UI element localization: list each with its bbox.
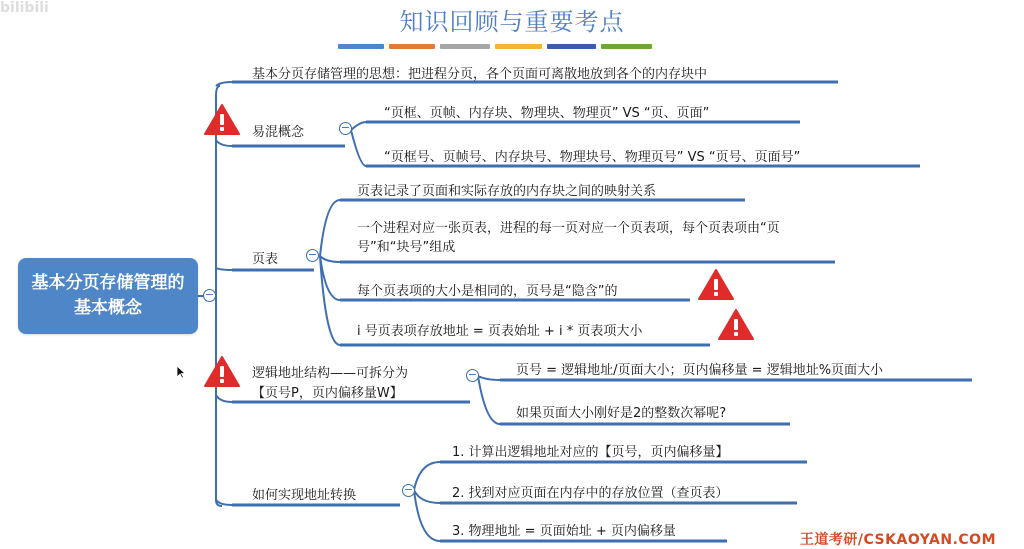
root-node[interactable] <box>18 258 198 334</box>
page-title: 知识回顾与重要考点 <box>399 8 625 36</box>
color-bar-blue <box>338 44 384 49</box>
page-table-item-3: 每个页表项的大小是相同的，页号是“隐含”的 <box>357 284 618 299</box>
color-bar-gray <box>440 44 490 49</box>
root-collapse-minus-icon[interactable]: − <box>204 288 215 301</box>
warning-triangle-icon <box>717 308 755 341</box>
bilibili-watermark: bilibili <box>0 0 49 16</box>
color-bar-green <box>601 44 652 49</box>
branch-logical-line2: 【页号P，页内偏移量W】 <box>252 386 403 401</box>
branch-page-table: 页表 <box>252 252 279 267</box>
page-table-item-2: 一个进程对应一张页表，进程的每一页对应一个页表项，每个页表项由“页号”和“块号”组成 <box>357 221 780 255</box>
color-bar-orange <box>389 44 435 49</box>
confusing-collapse-minus-icon[interactable]: − <box>340 121 351 134</box>
color-bar-yellow <box>495 44 542 49</box>
translate-item-1: 1. 计算出逻辑地址对应的【页号，页内偏移量】 <box>452 445 729 460</box>
page-table-item-4: i 号页表项存放地址 = 页表始址 + i * 页表项大小 <box>357 324 643 339</box>
root-node-label: 基本分页存储管理的基本概念 <box>31 273 185 318</box>
warning-triangle-icon <box>203 355 241 388</box>
translate-item-2: 2. 找到对应页面在内存中的存放位置（查页表） <box>452 486 729 501</box>
brand-label: 王道考研/CSKAOYAN.COM <box>799 532 996 548</box>
branch-confusing: 易混概念 <box>252 125 305 140</box>
confusing-item-1: “页框、页帧、内存块、物理块、物理页” VS “页、页面” <box>384 106 710 121</box>
page-table-item-1: 页表记录了页面和实际存放的内存块之间的映射关系 <box>357 184 657 199</box>
translate-item-3: 3. 物理地址 = 页面始址 + 页内偏移量 <box>452 524 676 539</box>
branch-logical-line1: 逻辑地址结构——可拆分为 <box>252 366 409 381</box>
mouse-cursor-icon <box>176 365 186 379</box>
logical-item-1: 页号 = 逻辑地址/页面大小；页内偏移量 = 逻辑地址%页面大小 <box>516 363 884 378</box>
translate-collapse-minus-icon[interactable]: − <box>403 483 414 496</box>
branch-translate: 如何实现地址转换 <box>252 488 357 503</box>
warning-triangle-icon <box>203 103 241 136</box>
page-table-collapse-minus-icon[interactable]: − <box>307 248 318 261</box>
logical-collapse-minus-icon[interactable]: − <box>467 368 478 381</box>
branch-idea: 基本分页存储管理的思想：把进程分页，各个页面可离散地放到各个的内存块中 <box>252 67 708 82</box>
color-bar-navy <box>547 44 596 49</box>
confusing-item-2: “页框号、页帧号、内存块号、物理块号、物理页号” VS “页号、页面号” <box>384 150 801 165</box>
warning-triangle-icon <box>697 268 735 301</box>
logical-item-2: 如果页面大小刚好是2的整数次幂呢? <box>516 406 727 421</box>
